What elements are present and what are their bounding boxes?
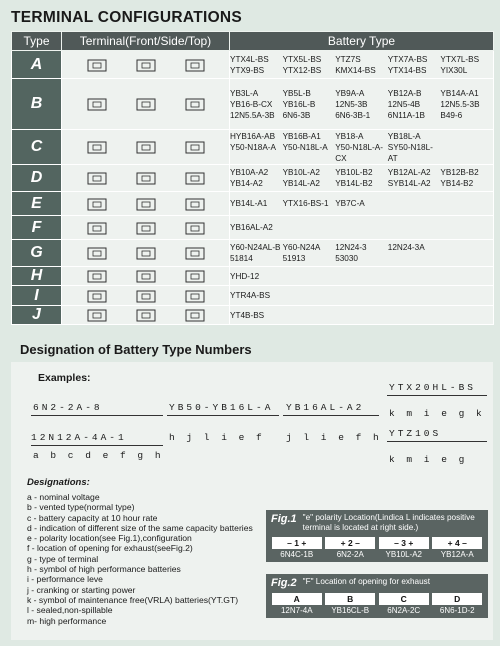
type-letter: C — [12, 130, 62, 165]
terminal-drawing-icon — [183, 196, 207, 212]
type-letter: H — [12, 267, 62, 286]
battery-types — [230, 216, 494, 240]
terminal-drawing-icon — [85, 268, 109, 284]
example-code-1: 6N2-2A-8 — [33, 402, 103, 413]
battery-type-item: 12N5.5A-3B — [230, 110, 275, 120]
type-letter: D — [12, 165, 62, 192]
type-letter: I — [12, 286, 62, 306]
terminal-drawing-icon — [134, 170, 158, 186]
fig2-item — [272, 592, 322, 618]
battery-type-item: YB18L-A — [387, 131, 421, 141]
type-letter: E — [12, 192, 62, 216]
battery-types — [230, 192, 494, 216]
battery-type-item: SYB14L-A2 — [387, 179, 431, 188]
terminal-drawing-icon — [85, 139, 109, 155]
type-letter: G — [12, 240, 62, 267]
battery-header: Battery Type — [230, 32, 494, 51]
fig2-panel — [266, 574, 488, 618]
table-row — [12, 79, 494, 130]
battery-type-item: YB16-B-CX — [230, 99, 273, 109]
example-letters-3: h j l i e f — [169, 432, 265, 443]
fig1-box: – 3 + — [379, 537, 429, 549]
designation-item: b - vented type(normal type) — [27, 502, 135, 513]
battery-type-item: YTX14-BS — [387, 65, 427, 75]
battery-type-item — [335, 222, 388, 233]
table-row — [12, 267, 494, 286]
terminal-drawings — [62, 216, 230, 240]
designation-item: e - polarity location(see Fig.1),configuration — [27, 533, 192, 544]
designation-item: f - location of opening for exhaust(seeFig.2) — [27, 543, 193, 554]
example-letters-6: k m i e g — [389, 454, 468, 465]
fig2-box: C — [379, 593, 429, 605]
fig1-description: "e" polarity Location(Lindica L indicates positive terminal is located at right side.) — [302, 513, 475, 532]
terminal-drawings — [62, 240, 230, 267]
example-underline-3 — [167, 415, 279, 416]
battery-type-item: YB12A-B — [387, 88, 422, 98]
terminal-drawings — [62, 51, 230, 79]
terminal-drawing-icon — [134, 268, 158, 284]
battery-type-item — [335, 310, 388, 321]
battery-type-item — [388, 222, 441, 233]
battery-type-item — [440, 222, 493, 233]
battery-type-item: YTX7A-BS — [387, 54, 428, 64]
battery-types — [230, 267, 494, 286]
designation-item: m- high performance — [27, 615, 107, 626]
battery-types — [230, 130, 494, 165]
terminal-drawing-icon — [85, 57, 109, 73]
fig2-item-label: 6N2A-2C — [387, 606, 421, 615]
fig2-item — [379, 592, 429, 618]
terminal-drawings — [62, 130, 230, 165]
example-letters-5: k m i e g k — [389, 408, 485, 419]
fig1-label: Fig.1 — [271, 513, 297, 525]
fig1-panel — [266, 510, 488, 562]
battery-type-item: 12N5-3B — [335, 99, 368, 109]
battery-type-item — [440, 131, 493, 142]
example-code-5: YTX20HL-BS — [389, 382, 477, 393]
battery-type-item: 51814 — [230, 254, 253, 263]
terminal-drawing-icon — [183, 170, 207, 186]
terminal-drawing-icon — [85, 170, 109, 186]
terminal-drawing-icon — [85, 220, 109, 236]
terminal-drawing-icon — [85, 288, 109, 304]
terminal-drawing-icon — [134, 57, 158, 73]
battery-type-item: 6N11A-1B — [387, 110, 425, 120]
designation-panel — [11, 362, 493, 640]
examples-label: Examples: — [38, 372, 91, 384]
battery-type-item: 12N5.5-3B — [440, 99, 480, 109]
battery-type-item — [388, 310, 441, 321]
battery-type-item: YTX5L-BS — [282, 54, 322, 64]
battery-type-item: YB16B-A1 — [282, 131, 321, 141]
battery-type-item: YB10L-A2 — [282, 168, 320, 177]
designation-title: Designation of Battery Type Numbers — [20, 342, 252, 357]
battery-type-item: SY50-N18L-AT — [387, 142, 433, 163]
fig2-box: D — [432, 593, 482, 605]
battery-type-item — [388, 198, 441, 209]
battery-type-item: YIX30L — [440, 65, 468, 75]
type-letter: B — [12, 79, 62, 130]
battery-type-item — [283, 310, 336, 321]
battery-type-item: HYB16A-AB — [230, 131, 276, 141]
fig1-item — [272, 536, 322, 562]
battery-type-item: YB9A-A — [335, 88, 365, 98]
designation-item: a - nominal voltage — [27, 492, 100, 502]
terminal-drawing-icon — [134, 96, 158, 112]
table-row — [12, 240, 494, 267]
fig1-box: – 1 + — [272, 537, 322, 549]
battery-type-item: KMX14-BS — [335, 65, 376, 75]
terminal-drawing-icon — [134, 288, 158, 304]
battery-type-item — [388, 253, 441, 264]
terminal-drawing-icon — [134, 220, 158, 236]
battery-type-item: Y50-N18A-A — [230, 142, 276, 152]
battery-type-item: YB14L-A1 — [230, 199, 268, 208]
battery-type-item: YTX4L-BS — [230, 54, 269, 64]
battery-type-item: Y50-N18L-A-CX — [335, 142, 383, 163]
battery-type-item: YB14L-A2 — [282, 179, 320, 188]
designation-item: l - sealed,non-spillable — [27, 605, 113, 616]
battery-type-item: YTX16-BS-1 — [282, 199, 329, 208]
example-code-3: YB50-YB16L-A — [169, 402, 274, 413]
battery-type-item — [440, 242, 493, 253]
battery-type-item: Y60-N24A — [282, 243, 321, 252]
battery-types — [230, 286, 494, 306]
fig1-item-label: YB12A-A — [440, 550, 474, 559]
battery-type-item — [388, 271, 441, 282]
terminal-drawing-icon — [183, 288, 207, 304]
battery-type-item — [440, 310, 493, 321]
battery-type-item: 6N6-3B — [282, 110, 311, 120]
designations-heading: Designations: — [27, 477, 90, 488]
terminal-drawing-icon — [134, 196, 158, 212]
designation-item: g - type of terminal — [27, 553, 99, 564]
battery-type-item: YTZ7S — [335, 54, 361, 64]
example-underline-4 — [283, 415, 379, 416]
terminal-drawing-icon — [134, 245, 158, 261]
battery-type-item — [440, 271, 493, 282]
battery-type-item — [388, 290, 441, 301]
battery-type-item: YB16L-B — [282, 99, 316, 109]
example-underline-1 — [31, 415, 163, 416]
fig2-item — [432, 592, 482, 618]
fig1-item — [432, 536, 482, 562]
terminal-drawing-icon — [183, 57, 207, 73]
battery-type-item: 51913 — [282, 254, 306, 263]
example-underline-5 — [387, 395, 487, 396]
battery-types — [230, 306, 494, 325]
battery-type-item: YTR4A-BS — [230, 291, 271, 300]
battery-type-item — [283, 290, 336, 301]
table-row — [12, 130, 494, 165]
battery-type-item: 12N24-3A — [387, 243, 425, 252]
designation-item: i - performance leve — [27, 574, 103, 585]
battery-type-item — [440, 198, 493, 209]
battery-type-item: YB3L-A — [230, 88, 259, 98]
table-row — [12, 192, 494, 216]
terminal-drawing-icon — [85, 307, 109, 323]
battery-type-item: Y60-N24AL-B — [230, 243, 281, 252]
battery-type-item — [440, 142, 493, 164]
page-title: TERMINAL CONFIGURATIONS — [11, 9, 243, 26]
terminal-header: Terminal(Front/Side/Top) — [62, 32, 230, 51]
designation-item: h - symbol of high performance batteries — [27, 564, 181, 575]
example-underline-2 — [31, 445, 163, 446]
table-row — [12, 286, 494, 306]
table-row — [12, 165, 494, 192]
designation-item: k - symbol of maintenance free(VRLA) batteries(YT.GT) — [27, 594, 239, 605]
terminal-drawing-icon — [134, 307, 158, 323]
battery-type-item: YB12B-B2 — [440, 168, 479, 177]
terminal-drawing-icon — [85, 96, 109, 112]
fig1-item-label: 6N4C-1B — [280, 550, 314, 559]
battery-type-item: 6N6-3B-1 — [335, 110, 371, 120]
type-letter: J — [12, 306, 62, 325]
battery-type-item: 12N24-3 — [335, 243, 367, 252]
battery-type-item — [335, 290, 388, 301]
battery-type-item — [335, 271, 388, 282]
terminal-drawing-icon — [183, 307, 207, 323]
terminal-drawings — [62, 192, 230, 216]
battery-type-item — [283, 222, 336, 233]
terminal-drawing-icon — [85, 245, 109, 261]
battery-type-item: Y50-N18L-A — [282, 142, 328, 152]
battery-type-item: YB10L-B2 — [335, 168, 373, 177]
battery-types — [230, 240, 494, 267]
designation-item: d - indication of different size of the same capacity batteries — [27, 522, 253, 533]
fig1-item-label: YB10L-A2 — [385, 550, 422, 559]
table-header-row — [12, 32, 494, 51]
fig1-box: + 2 – — [325, 537, 375, 549]
battery-type-item: YB5L-B — [282, 88, 311, 98]
battery-type-item: YB14-A2 — [230, 179, 263, 188]
example-underline-6 — [387, 441, 487, 442]
fig1-box: + 4 – — [432, 537, 482, 549]
battery-type-item: YB7C-A — [335, 199, 365, 208]
terminal-drawings — [62, 267, 230, 286]
table-row — [12, 51, 494, 79]
terminal-drawing-icon — [85, 196, 109, 212]
designations-list — [27, 492, 253, 626]
fig1-item-label: 6N2-2A — [336, 550, 364, 559]
fig2-box: A — [272, 593, 322, 605]
terminal-drawing-icon — [134, 139, 158, 155]
type-letter: F — [12, 216, 62, 240]
terminal-drawings — [62, 165, 230, 192]
fig2-box: B — [325, 593, 375, 605]
battery-type-item: YT4B-BS — [230, 310, 265, 320]
terminal-drawing-icon — [183, 220, 207, 236]
battery-type-item: YB10A-A2 — [230, 168, 269, 177]
terminal-drawings — [62, 79, 230, 130]
table-row — [12, 216, 494, 240]
terminal-drawings — [62, 286, 230, 306]
terminal-drawing-icon — [183, 139, 207, 155]
battery-type-item: YB16AL-A2 — [230, 223, 273, 232]
battery-types — [230, 51, 494, 79]
fig2-item — [325, 592, 375, 618]
terminal-drawing-icon — [183, 96, 207, 112]
fig1-item — [325, 536, 375, 562]
battery-type-item: YTX9-BS — [230, 65, 265, 75]
type-letter: A — [12, 51, 62, 79]
battery-type-item: YB14A-A1 — [440, 88, 479, 98]
battery-type-item: 53030 — [335, 254, 358, 263]
example-code-6: YTZ10S — [389, 428, 442, 439]
battery-type-item: YB12AL-A2 — [387, 168, 431, 177]
fig2-item-label: 6N6-1D-2 — [439, 606, 475, 615]
battery-type-item — [440, 253, 493, 264]
example-letters-4: j l i e f h — [286, 432, 382, 443]
fig1-item — [379, 536, 429, 562]
example-code-2: 12N12A-4A-1 — [31, 432, 127, 443]
battery-type-item: YB18-A — [335, 131, 364, 141]
designation-item: c - battery capacity at 10 hour rate — [27, 512, 158, 523]
battery-type-item: 12N5-4B — [387, 99, 421, 109]
fig2-description: "F" Location of opening for exhaust — [302, 577, 431, 586]
example-code-4: YB16AL-A2 — [286, 402, 365, 413]
battery-type-item: YB14L-B2 — [335, 179, 373, 188]
battery-type-item: YHD-12 — [230, 271, 260, 281]
terminal-config-table — [11, 31, 494, 325]
battery-type-item: B49-6 — [440, 110, 463, 120]
terminal-drawing-icon — [183, 245, 207, 261]
battery-type-item: YTX12-BS — [282, 65, 322, 75]
battery-types — [230, 79, 494, 130]
battery-types — [230, 165, 494, 192]
example-letters-1: a b c d e f g h — [33, 450, 164, 461]
designation-item: j - cranking or starting power — [27, 584, 136, 595]
battery-type-item — [440, 290, 493, 301]
battery-type-item: YTX7L-BS — [440, 54, 480, 64]
terminal-drawing-icon — [183, 268, 207, 284]
terminal-drawings — [62, 306, 230, 325]
fig2-item-label: 12N7-4A — [280, 606, 313, 615]
battery-type-item — [283, 271, 336, 282]
table-row — [12, 306, 494, 325]
type-header: Type — [12, 32, 62, 51]
battery-type-item: YB14-B2 — [440, 179, 474, 188]
fig2-item-label: YB16CL-B — [331, 606, 370, 615]
fig2-label: Fig.2 — [271, 577, 297, 589]
